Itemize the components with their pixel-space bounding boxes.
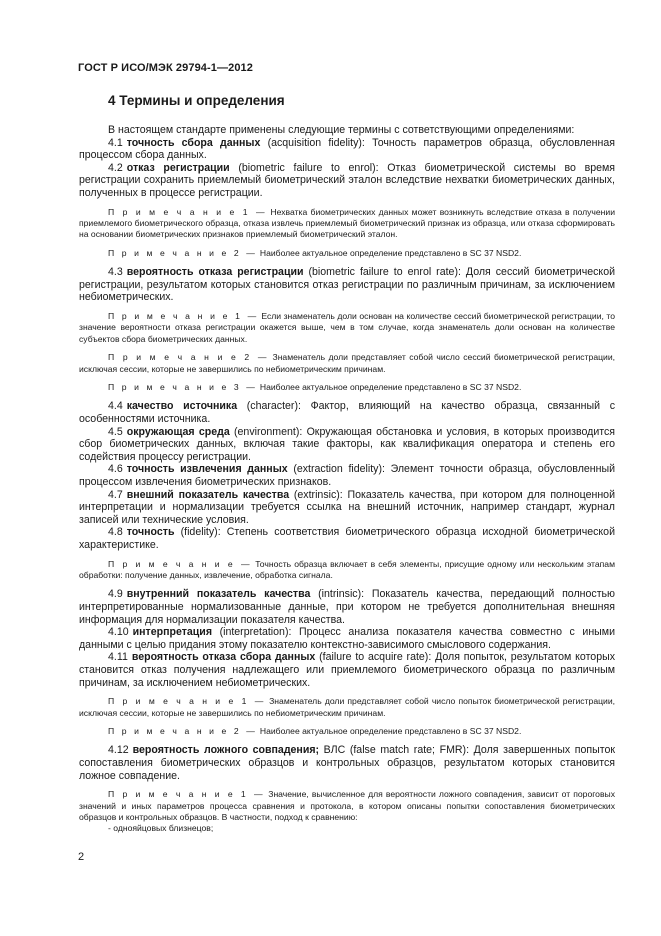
document-body xyxy=(79,124,615,835)
term-4-11: 4.11 вероятность отказа сбора данных (failure to acquire rate): Доля попыток, результатом которых становится отказ получения надлежащего или приемлемого биометрического образца по различным причинам, за исключением небиометрических. xyxy=(79,651,615,689)
term-4-6: 4.6 точность извлечения данных (extraction fidelity): Элемент точности образца, обусловленный процессом извлечения биометрических признаков. xyxy=(79,463,615,488)
term-4-7: 4.7 внешний показатель качества (extrinsic): Показатель качества, при котором для полноценной интерпретации и нормализации требуется ссылка на внешний источник, например стандарт, журнал записей или технические условия. xyxy=(79,488,615,526)
note-4-11-1: П р и м е ч а н и е 1 — Знаменатель доли представляет собой число попыток биометрической регистрации, исключая сессии, которые не завершились по небиометрическим причинам. xyxy=(79,696,616,718)
section-title: 4 Термины и определения xyxy=(108,93,285,108)
note-4-2-1: П р и м е ч а н и е 1 — Нехватка биометрических данных может возникнуть вследствие отказа в получении приемлемого биометрического образца, отказа извлечь приемлемый биометрический признак из образца, или отказа сформировать на основании биометрических признаков приемлемый биометрический эталон. xyxy=(79,206,616,240)
term-name: качество источника xyxy=(126,400,238,413)
term-4-10: 4.10 интерпретация (interpretation): Процесс анализа показателя качества совместно с иными данными с целью придания этому показателю контекстно-зависимого смыслового содержания. xyxy=(79,626,615,651)
term-name: точность извлечения данных xyxy=(126,463,288,476)
term-4-1: 4.1 точность сбора данных (acquisition fidelity): Точность параметров образца, обусловленная процессом сбора данных. xyxy=(79,136,615,162)
term-name: вероятность ложного совпадения; xyxy=(132,744,320,757)
term-4-8: 4.8 точность (fidelity): Степень соответствия биометрического образца исходной биометрической характеристике. xyxy=(79,526,615,551)
page-number: 2 xyxy=(78,851,85,863)
term-4-4: 4.4 качество источника (character): Фактор, влияющий на качество образца, связанный с особенностями источника. xyxy=(79,400,615,425)
term-name: точность сбора данных xyxy=(126,136,261,149)
note-4-3-3: П р и м е ч а н и е 3 — Наиболее актуальное определение представлено в SC 37 NSD2. xyxy=(108,382,522,392)
note-4-12-1: П р и м е ч а н и е 1 — Значение, вычисленное для вероятности ложного совпадения, зависит от пороговых значений и иных параметров процесса сравнения и протокола, в котором описаны попытки сопоставления биометрических образцов и контрольных образцов. В частности, подход к сравнению: xyxy=(79,789,615,822)
list-item: - однояйцовых близнецов; xyxy=(108,823,214,834)
term-name: вероятность отказа регистрации xyxy=(126,266,304,279)
term-name: точность xyxy=(126,526,175,539)
term-4-5: 4.5 окружающая среда (environment): Окружающая обстановка и условия, в которых производится сбор биометрических данных, включая такие факторы, как квалификация оператора и степень его содействия процессу регистрации. xyxy=(79,425,616,463)
note-4-2-2: П р и м е ч а н и е 2 — Наиболее актуальное определение представлено в SC 37 NSD2. xyxy=(108,247,522,258)
term-4-2: 4.2 отказ регистрации (biometric failure to enrol): Отказ биометрической системы во время регистрации сохранить приемлемый биометрический эталон вследствие нехватки биометрических данных, полученных в процессе регистрации. xyxy=(79,161,616,199)
term-4-12: 4.12 вероятность ложного совпадения; ВЛС (false match rate; FMR): Доля завершенных попыток сопоставления биометрических образцов и контрольных образцов, результатом которых становится ложное совпадение. xyxy=(79,744,616,782)
term-name: внешний показатель качества xyxy=(126,488,290,501)
term-name: интерпретация xyxy=(132,626,212,639)
term-name: окружающая среда xyxy=(126,425,230,438)
note-4-11-2: П р и м е ч а н и е 2 — Наиболее актуальное определение представлено в SC 37 NSD2. xyxy=(108,725,522,736)
note-4-3-1: П р и м е ч а н и е 1 — Если знаменатель доли основан на количестве сессий биометрической регистрации, то значение вероятности отказа регистрации окажется выше, чем в том случае, когда знаменатель доли основан на количестве субъектов сбора биометрических данных. xyxy=(79,310,616,344)
note-4-8: П р и м е ч а н и е — Точность образца включает в себя элементы, присущие одному или нескольким этапам обработки: получение данных, извлечение, обработка сигнала. xyxy=(79,558,615,580)
note-4-3-2: П р и м е ч а н и е 2 — Знаменатель доли представляет собой число сессий биометрической регистрации, исключая сессии, которые не завершились по небиометрическим причинам. xyxy=(79,352,616,374)
term-name: вероятность отказа сбора данных xyxy=(131,651,316,664)
term-4-3: 4.3 вероятность отказа регистрации (biometric failure to enrol rate): Доля сессий биометрической регистрации, результатом которых становится отказ регистрации по различным причинам, за исключением небиометрических. xyxy=(79,266,615,304)
term-name: отказ регистрации xyxy=(126,161,230,174)
standard-header: ГОСТ Р ИСО/МЭК 29794-1—2012 xyxy=(78,62,253,74)
intro-paragraph: В настоящем стандарте применены следующие термины с сответствующими определениями: xyxy=(108,124,575,136)
term-4-9: 4.9 внутренний показатель качества (intrinsic): Показатель качества, передающий полностью интерпретированные нормализованные данные, при котором не требуется дополнительная внешняя информация для нормализации показателя качества. xyxy=(79,588,616,626)
term-name: внутренний показатель качества xyxy=(126,588,311,601)
